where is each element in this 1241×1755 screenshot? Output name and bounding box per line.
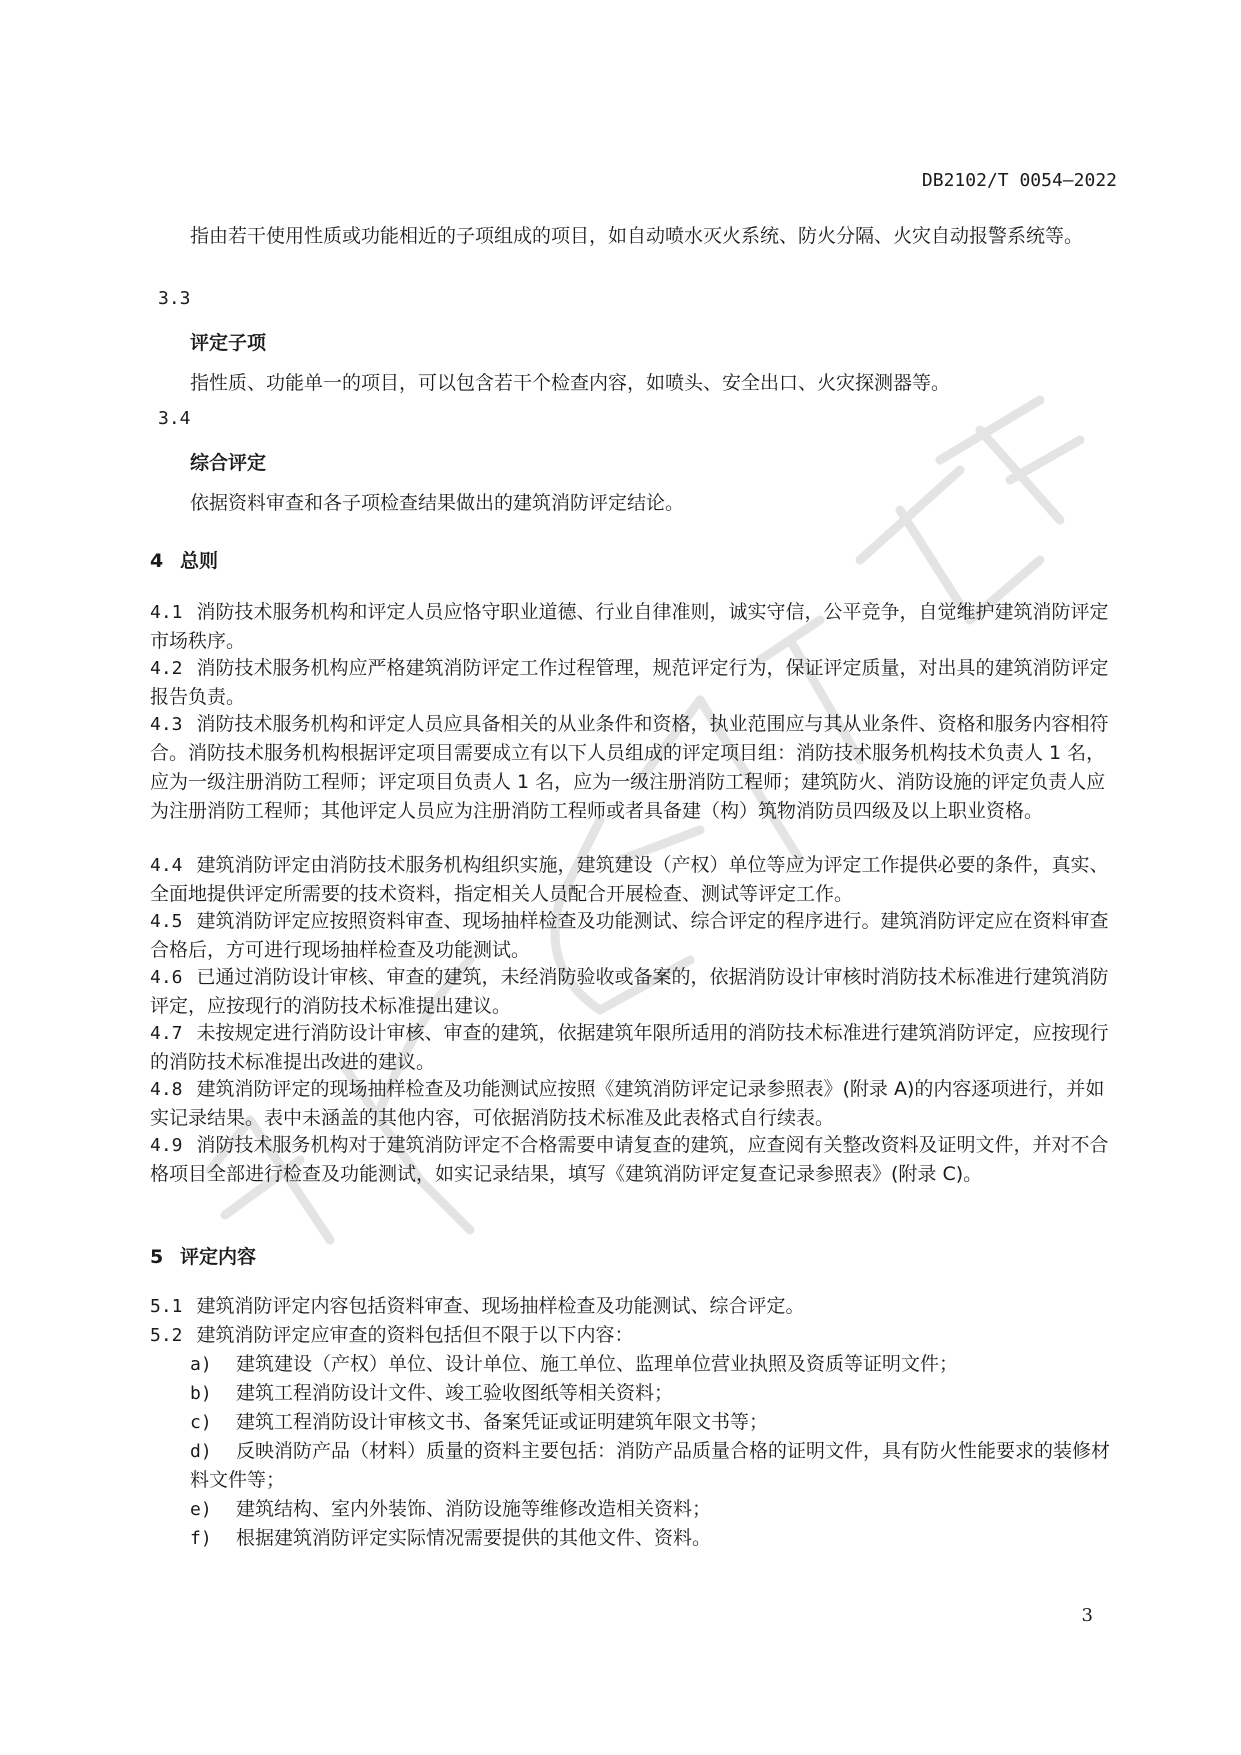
list-item: c) 建筑工程消防设计审核文书、备案凭证或证明建筑年限文书等； xyxy=(190,1411,769,1433)
clause-number: 3.3 xyxy=(158,288,191,309)
clause-item: 5.2 建筑消防评定应审查的资料包括但不限于以下内容： xyxy=(150,1324,634,1346)
section-number: 4 xyxy=(150,550,164,572)
intro-paragraph: 指由若干使用性质或功能相近的子项组成的项目，如自动喷水灭火系统、防火分隔、火灾自动报警系统等。 xyxy=(190,225,1084,247)
list-item: a) 建筑建设（产权）单位、设计单位、施工单位、监理单位营业执照及资质等证明文件； xyxy=(190,1353,959,1375)
term-title: 综合评定 xyxy=(190,452,267,474)
clause-item: 4.7 未按规定进行消防设计审核、审查的建筑，依据建筑年限所适用的消防技术标准进行建筑消防评定，应按现行的消防技术标准提出改进的建议。 xyxy=(150,1022,1109,1073)
clause-item: 5.1 建筑消防评定内容包括资料审查、现场抽样检查及功能测试、综合评定。 xyxy=(150,1295,805,1317)
document-code: DB2102/T 0054—2022 xyxy=(921,170,1117,191)
term-definition: 依据资料审查和各子项检查结果做出的建筑消防评定结论。 xyxy=(190,492,685,514)
term-definition: 指性质、功能单一的项目，可以包含若干个检查内容，如喷头、安全出口、火灾探测器等。 xyxy=(190,372,951,394)
clause-item: 4.5 建筑消防评定应按照资料审查、现场抽样检查及功能测试、综合评定的程序进行。建筑消防评定应在资料审查合格后，方可进行现场抽样检查及功能测试。 xyxy=(150,910,1109,961)
section-title: 评定内容 xyxy=(180,1246,257,1268)
list-item: e) 建筑结构、室内外装饰、消防设施等维修改造相关资料； xyxy=(190,1498,712,1520)
clause-item: 4.8 建筑消防评定的现场抽样检查及功能测试应按照《建筑消防评定记录参照表》(附录 A)的内容逐项进行，并如实记录结果。表中未涵盖的其他内容，可依据消防技术标准及此表格式自行续表。 xyxy=(150,1078,1105,1129)
clause-item: 4.4 建筑消防评定由消防技术服务机构组织实施，建筑建设（产权）单位等应为评定工作提供必要的条件，真实、全面地提供评定所需要的技术资料，指定相关人员配合开展检查、测试等评定工作。 xyxy=(150,854,1109,905)
list-item: d) 反映消防产品（材料）质量的资料主要包括：消防产品质量合格的证明文件，具有防火性能要求的装修材料文件等； xyxy=(190,1440,1111,1491)
clause-item: 4.3 消防技术服务机构和评定人员应具备相关的从业条件和资格，执业范围应与其从业条件、资格和服务内容相符合。消防技术服务机构根据评定项目需要成立有以下人员组成的评定项目组：消防技术服务机构技术负责人 1 名，应为一级注册消防工程师；评定项目负责人 1 名，应为一级注册消防工程师；建筑防火、消防设施的评定负责人应为注册消防工程师；其他评定人员应为注册消防工程师或者具备建（构）筑物消防员四级及以上职业资格。 xyxy=(150,713,1109,822)
clause-item: 4.2 消防技术服务机构应严格建筑消防评定工作过程管理，规范评定行为，保证评定质量，对出具的建筑消防评定报告负责。 xyxy=(150,657,1109,708)
clause-item: 4.1 消防技术服务机构和评定人员应恪守职业道德、行业自律准则，诚实守信，公平竞争，自觉维护建筑消防评定市场秩序。 xyxy=(150,601,1109,652)
section-heading xyxy=(150,1242,256,1269)
list-item: b) 建筑工程消防设计文件、竣工验收图纸等相关资料； xyxy=(190,1382,674,1404)
page-number: 3 xyxy=(1081,1605,1093,1626)
section-heading xyxy=(150,546,218,573)
section-title: 总则 xyxy=(180,550,219,572)
list-item: f) 根据建筑消防评定实际情况需要提供的其他文件、资料。 xyxy=(190,1527,712,1549)
clause-item: 4.9 消防技术服务机构对于建筑消防评定不合格需要申请复查的建筑，应查阅有关整改资料及证明文件，并对不合格项目全部进行检查及功能测试，如实记录结果，填写《建筑消防评定复查记录参照表》(附录 C)。 xyxy=(150,1134,1109,1185)
section-number: 5 xyxy=(150,1246,164,1268)
clause-item: 4.6 已通过消防设计审核、审查的建筑，未经消防验收或备案的，依据消防设计审核时消防技术标准进行建筑消防评定，应按现行的消防技术标准提出建议。 xyxy=(150,966,1109,1017)
term-title: 评定子项 xyxy=(190,332,267,354)
clause-number: 3.4 xyxy=(158,408,191,429)
